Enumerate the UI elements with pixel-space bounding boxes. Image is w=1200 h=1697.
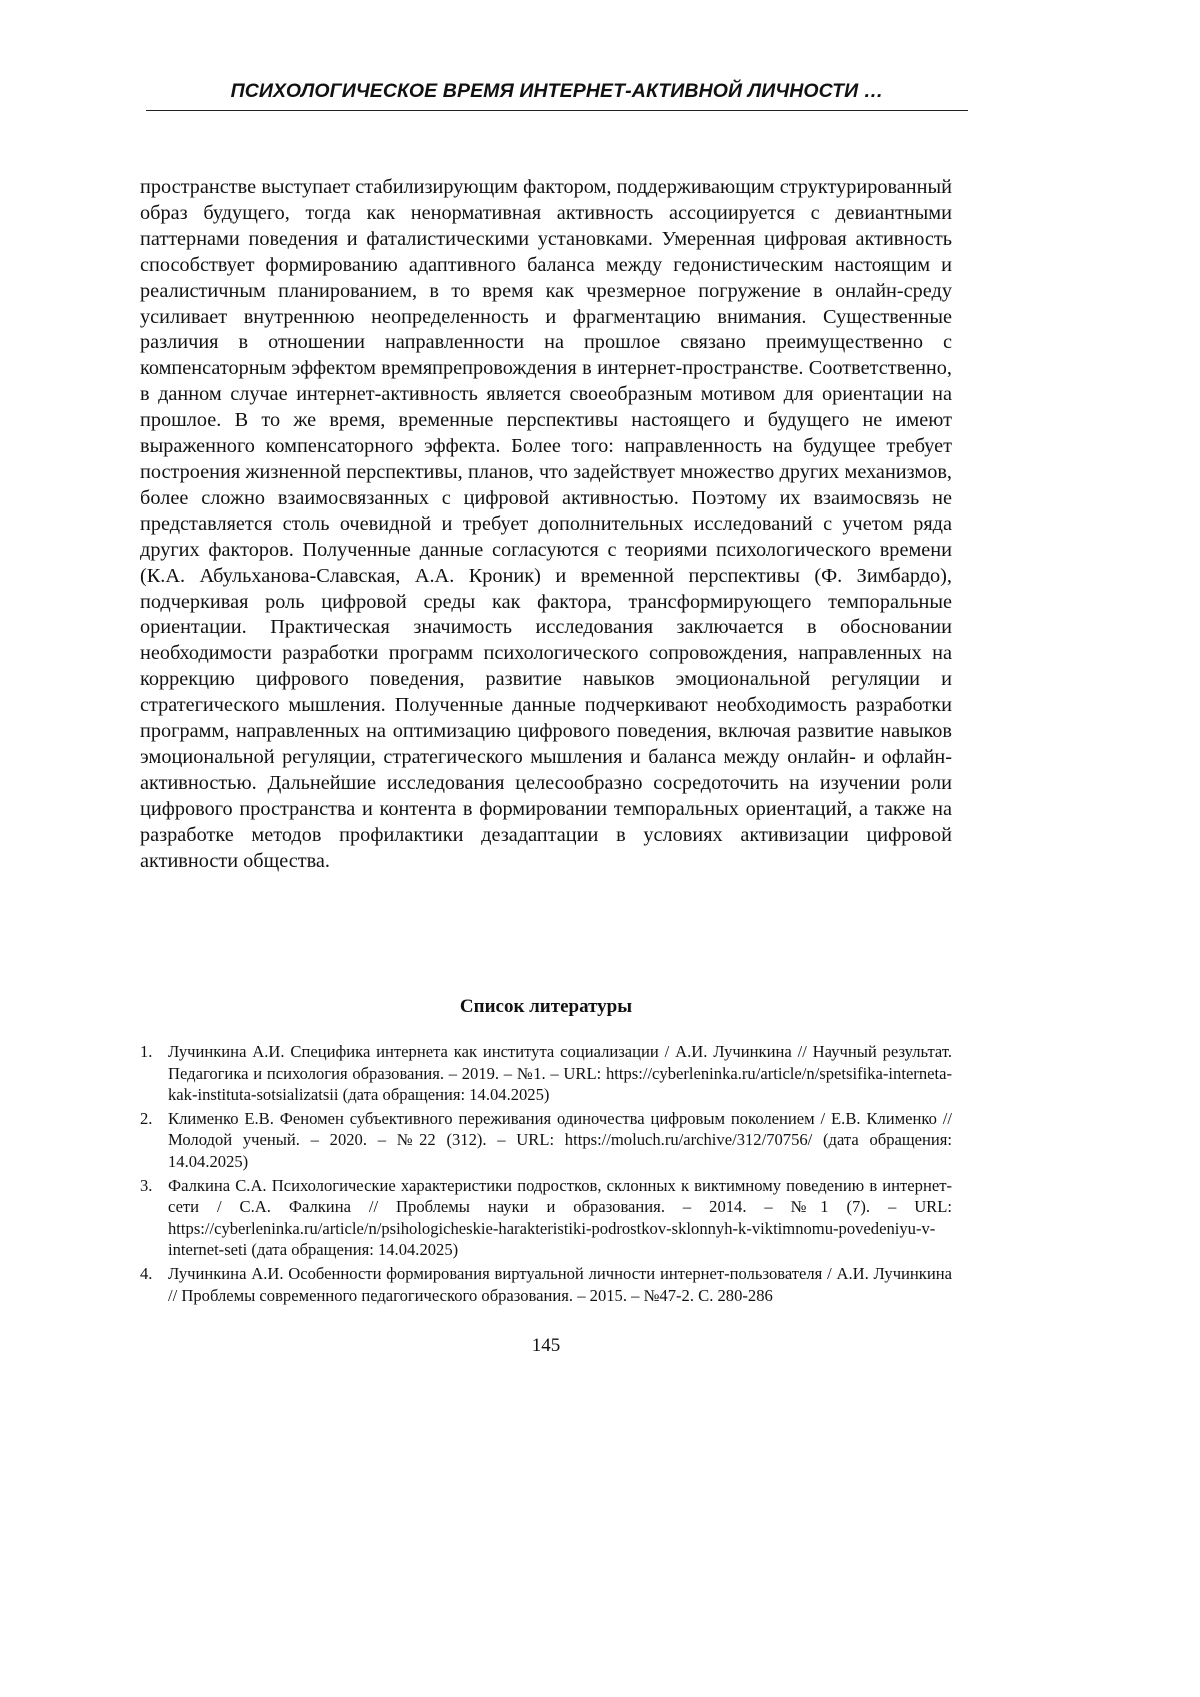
header-divider [146, 110, 968, 111]
page-number: 145 [140, 1335, 952, 1357]
body-paragraph: пространстве выступает стабилизирующим фактором, поддерживающим структурированный образ будущего, тогда как ненормативная активность ассоциируется с девиантными паттернами поведения и фаталистическими установками. Умеренная цифровая активность способствует формированию адаптивного баланса между гедонистическим настоящим и реалистичным планированием, в то время как чрезмерное погружение в онлайн-среду усиливает внутреннюю неопределенность и фрагментацию внимания. Существенные различия в отношении направленности на прошлое связано преимущественно с компенсаторным эффектом времяпрепровождения в интернет-пространстве. Соответственно, в данном случае интернет-активность является своеобразным мотивом для ориентации на прошлое. В то же время, временные перспективы настоящего и будущего не имеют выраженного компенсаторного эффекта. Более того: направленность на будущее требует построения жизненной перспективы, планов, что задействует множество других механизмов, более сложно взаимосвязанных с цифровой активностью. Поэтому их взаимосвязь не представляется столь очевидной и требует дополнительных исследований с учетом ряда других факторов. Полученные данные согласуются с теориями психологического времени (К.А. Абульханова-Славская, А.А. Кроник) и временной перспективы (Ф. Зимбардо), подчеркивая роль цифровой среды как фактора, трансформирующего темпоральные ориентации. Практическая значимость исследования заключается в обосновании необходимости разработки программ психологического сопровождения, направленных на коррекцию цифрового поведения, развитие навыков эмоциональной регуляции и стратегического мышления. Полученные данные подчеркивают необходимость разработки программ, направленных на оптимизацию цифрового поведения, включая развитие навыков эмоциональной регуляции, стратегического мышления и баланса между онлайн- и офлайн-активностью. Дальнейшие исследования целесообразно сосредоточить на изучении роли цифрового пространства и контента в формировании темпоральных ориентаций, а также на разработке методов профилактики дезадаптации в условиях активизации цифровой активности общества. [140, 175, 952, 874]
reference-item-2 [140, 1108, 952, 1173]
reference-text: Лучинкина А.И. Специфика интернета как института социализации / А.И. Лучинкина // Научный результат. Педагогика и психология образования. – 2019. – №1. – URL: https://cyberleninka.ru/article/n/spetsifika-interneta-kak-instituta-sotsializatsii (дата обращения: 14.04.2025) [168, 1041, 952, 1106]
reference-number: 1. [140, 1041, 152, 1063]
running-header-title: ПСИХОЛОГИЧЕСКОЕ ВРЕМЯ ИНТЕРНЕТ-АКТИВНОЙ ЛИЧНОСТИ … [146, 80, 968, 103]
reference-item-3 [140, 1175, 952, 1261]
reference-text: Клименко Е.В. Феномен субъективного переживания одиночества цифровым поколением / Е.В. Клименко // Молодой ученый. – 2020. – №22 (312). – URL: https://moluch.ru/archive/312/70756/ (дата обращения: 14.04.2025) [168, 1108, 952, 1173]
reference-number: 4. [140, 1263, 152, 1285]
reference-text: Лучинкина А.И. Особенности формирования виртуальной личности интернет-пользователя / А.И. Лучинкина // Проблемы современного педагогического образования. – 2015. – №47-2. С. 280-286 [168, 1263, 952, 1306]
references-heading: Список литературы [140, 996, 952, 1018]
references-list [140, 1041, 952, 1308]
reference-number: 2. [140, 1108, 152, 1130]
reference-item-1 [140, 1041, 952, 1106]
document-page [0, 0, 1200, 1697]
reference-text: Фалкина С.А. Психологические характеристики подростков, склонных к виктимному поведению в интернет-сети / С.А. Фалкина // Проблемы науки и образования. – 2014. – №1 (7). – URL: https://cyberleninka.ru/article/n/psihologicheskie-harakteristiki-podrostkov-sklonnyh-k-viktimnomu-povedeniyu-v-internet-seti (дата обращения: 14.04.2025) [168, 1175, 952, 1261]
reference-number: 3. [140, 1175, 152, 1197]
reference-item-4 [140, 1263, 952, 1306]
